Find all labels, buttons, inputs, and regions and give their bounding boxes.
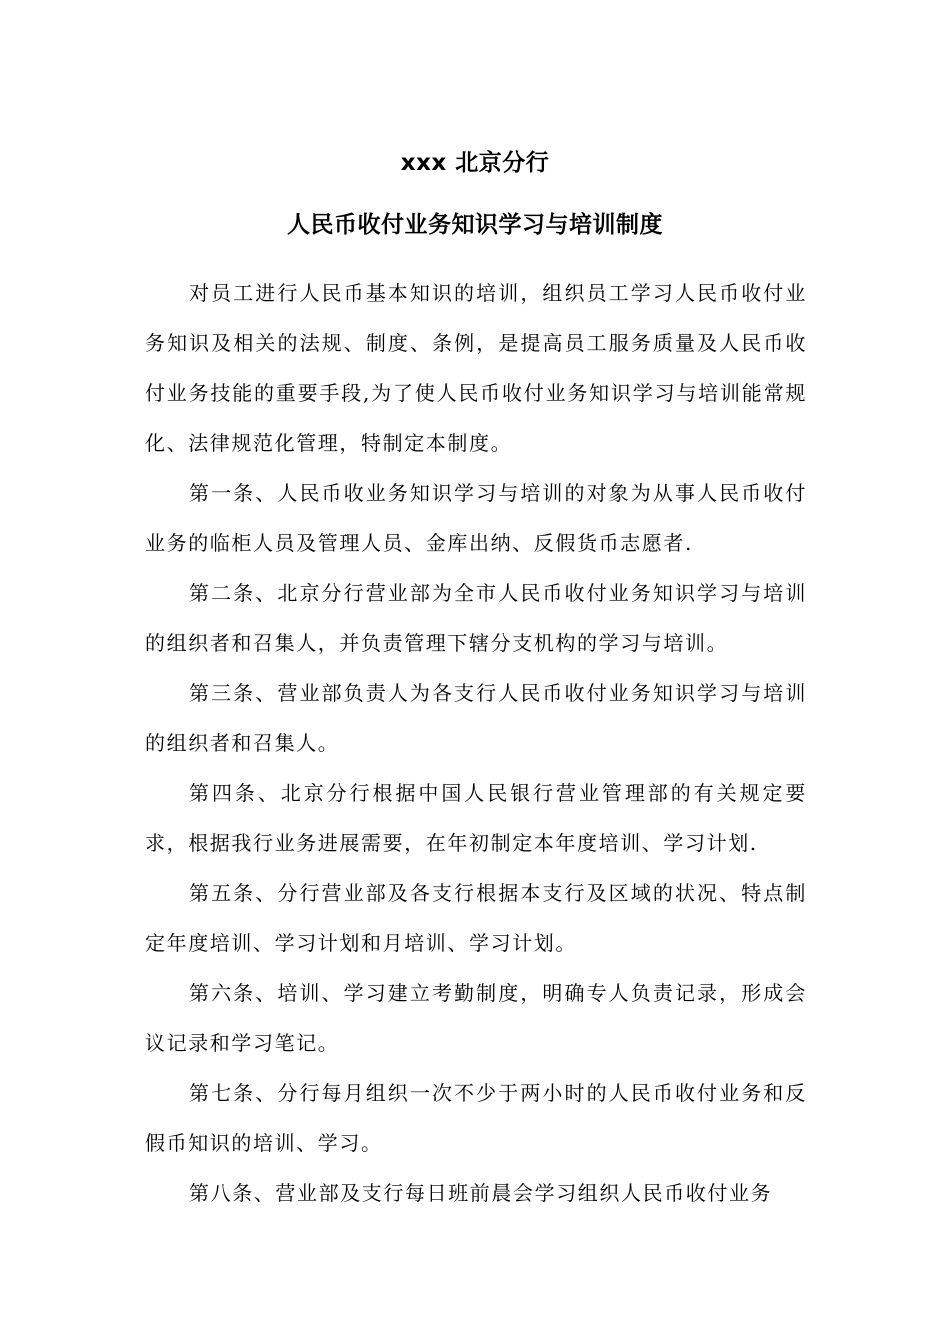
document-body [145, 268, 807, 1218]
paragraph-article-2: 第二条、北京分行营业部为全市人民币收付业务知识学习与培训的组织者和召集人，并负责管理下辖分支机构的学习与培训。 [145, 581, 807, 655]
paragraph-article-7: 第七条、分行每月组织一次不少于两小时的人民币收付业务和反假币知识的培训、学习。 [145, 1081, 807, 1155]
paragraph-article-6: 第六条、培训、学习建立考勤制度，明确专人负责记录，形成会议记录和学习笔记。 [145, 981, 807, 1055]
paragraph-intro: 对员工进行人民币基本知识的培训，组织员工学习人民币收付业务知识及相关的法规、制度、条例，是提高员工服务质量及人民币收付业务技能的重要手段,为了使人民币收付业务知识学习与培训能常规化、法律规范化管理，特制定本制度。 [145, 281, 807, 455]
document-title-policy: 人民币收付业务知识学习与培训制度 [287, 212, 663, 238]
document-title-branch: xxx 北京分行 [400, 150, 550, 176]
paragraph-article-4: 第四条、北京分行根据中国人民银行营业管理部的有关规定要求，根据我行业务进展需要，在年初制定本年度培训、学习计划. [145, 781, 807, 855]
paragraph-article-5: 第五条、分行营业部及各支行根据本支行及区域的状况、特点制定年度培训、学习计划和月培训、学习计划。 [145, 881, 807, 955]
paragraph-article-3: 第三条、营业部负责人为各支行人民币收付业务知识学习与培训的组织者和召集人。 [145, 681, 807, 755]
paragraph-article-8: 第八条、营业部及支行每日班前晨会学习组织人民币收付业务 [189, 1181, 773, 1205]
paragraph-article-1: 第一条、人民币收业务知识学习与培训的对象为从事人民币收付业务的临柜人员及管理人员、金库出纳、反假货币志愿者. [145, 481, 807, 555]
